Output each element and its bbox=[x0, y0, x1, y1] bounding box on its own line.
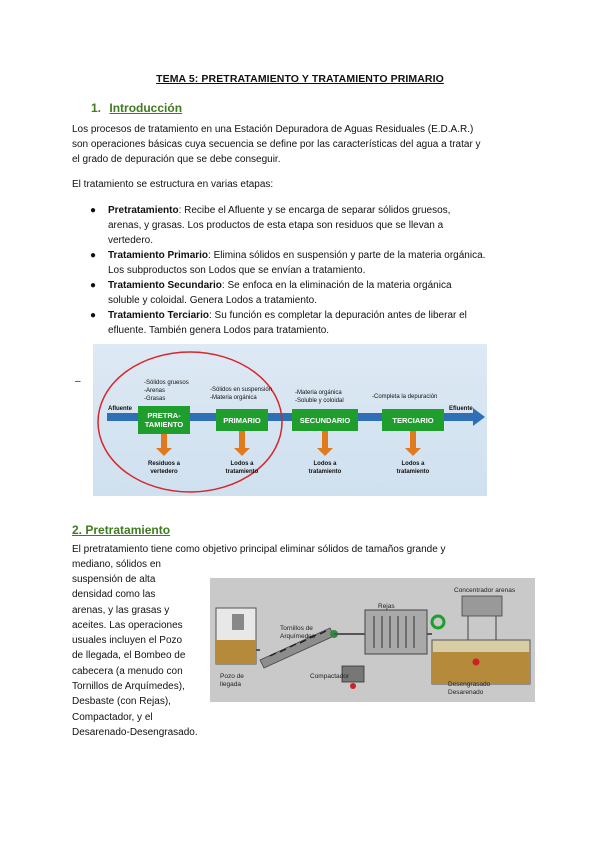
para-line: de llegada, el Bombeo de bbox=[72, 650, 186, 662]
stage-text: arenas, y grasas. Los productos de esta etapa son residuos que se llevan a bbox=[108, 220, 444, 231]
para-line: aceites. Las operaciones bbox=[72, 619, 183, 631]
section-1-number: 1. bbox=[91, 101, 102, 115]
top-note: -Sólidos gruesos bbox=[144, 380, 189, 386]
box-label: TAMIENTO bbox=[144, 420, 184, 429]
down-arrow bbox=[317, 431, 333, 456]
stage-text: soluble y coloidal. Genera Lodos a tratamiento. bbox=[108, 295, 318, 306]
top-note: -Materia orgánica bbox=[210, 395, 257, 401]
list-item bbox=[90, 203, 530, 248]
stage-term: Tratamiento Terciario bbox=[108, 310, 209, 321]
para-line: mediano, sólidos en bbox=[72, 559, 161, 570]
list-item bbox=[90, 308, 530, 338]
intro-paragraph bbox=[72, 122, 532, 167]
section-2-title: 2. Pretratamiento bbox=[72, 523, 171, 537]
para-line: arenas, y las grasas y bbox=[72, 604, 170, 616]
afluente-label: Afluente bbox=[108, 406, 132, 412]
top-note: -Completa la depuración bbox=[372, 394, 438, 400]
para-line: Desarenado-Desengrasado. bbox=[72, 726, 198, 738]
bullet-icon: ● bbox=[90, 250, 97, 261]
top-note: -Materia orgánica bbox=[295, 390, 342, 396]
page-title: TEMA 5: PRETRATAMIENTO Y TRATAMIENTO PRIMARIO bbox=[156, 73, 444, 85]
para-line: cabecera (a menudo con bbox=[72, 665, 183, 677]
para-line: El pretratamiento tiene como objetivo principal eliminar sólidos de tamaños grande y bbox=[72, 544, 446, 555]
bottom-note: tratamiento bbox=[225, 469, 259, 475]
list-item bbox=[90, 278, 530, 308]
plant-svg bbox=[210, 578, 535, 702]
plant-label: Desengrasado bbox=[448, 681, 491, 688]
box-label: TERCIARIO bbox=[392, 416, 434, 425]
plant-label: Desarenado bbox=[448, 689, 484, 696]
dash-marker: – bbox=[75, 376, 81, 387]
desengrasador-motor bbox=[473, 659, 480, 666]
bullet-icon: ● bbox=[90, 310, 97, 321]
para-line: usuales incluyen el Pozo bbox=[72, 635, 183, 647]
efluente-label: Efluente bbox=[449, 406, 473, 412]
down-arrow bbox=[234, 431, 250, 456]
stage-text: efluente. También genera Lodos para tratamiento. bbox=[108, 325, 330, 336]
stage-text: : Elimina sólidos en suspensión y parte de la materia orgánica. bbox=[208, 250, 486, 261]
box-label: SECUNDARIO bbox=[299, 416, 351, 425]
bullet-icon: ● bbox=[90, 205, 97, 216]
concentrador-unit bbox=[462, 596, 502, 616]
process-flow-diagram bbox=[93, 344, 487, 496]
bullet-icon: ● bbox=[90, 280, 97, 291]
intro-line: el grado de depuración que se debe conseguir. bbox=[72, 154, 281, 165]
box-label: PRIMARIO bbox=[223, 416, 261, 425]
stage-text: : Se enfoca en la eliminación de la materia orgánica bbox=[221, 280, 452, 291]
top-note: -Soluble y coloidal bbox=[295, 398, 344, 404]
bottom-note: vertedero bbox=[150, 469, 178, 475]
stage-text: : Su función es completar la depuración antes de liberar el bbox=[208, 310, 467, 321]
stage-term: Tratamiento Primario bbox=[108, 250, 209, 261]
bottom-note: Lodos a bbox=[313, 461, 337, 467]
plant-label: Pozo de bbox=[220, 673, 244, 680]
top-note: -Arenas bbox=[144, 388, 166, 394]
para-line: suspensión de alta bbox=[72, 574, 156, 585]
pretreatment-paragraph bbox=[72, 542, 492, 572]
box-label: PRETRA- bbox=[147, 411, 181, 420]
section-1-heading bbox=[91, 101, 182, 115]
bottom-note: Lodos a bbox=[401, 461, 425, 467]
stages-intro: El tratamiento se estructura en varias etapas: bbox=[72, 179, 274, 190]
down-arrow bbox=[156, 434, 172, 456]
plant-label: Tornillos de bbox=[280, 625, 313, 632]
pretreatment-wrap-paragraph bbox=[72, 572, 210, 740]
top-note: -Sólidos en suspensión bbox=[210, 387, 273, 393]
pozo-pump bbox=[232, 614, 244, 630]
para-line: Tornillos de Arquímedes), bbox=[72, 681, 185, 693]
stage-term: Pretratamiento bbox=[108, 205, 179, 216]
plant-label: Rejas bbox=[378, 603, 395, 610]
intro-line: son operaciones básicas cuya secuencia se define por las características del agua a tratar y bbox=[72, 139, 481, 150]
main-flow-arrowhead bbox=[473, 408, 485, 426]
stage-text: : Recibe el Afluente y se encarga de separar sólidos gruesos, bbox=[178, 205, 451, 216]
down-arrow bbox=[405, 431, 421, 456]
bottom-note: tratamiento bbox=[396, 469, 430, 475]
para-line: densidad como las bbox=[72, 589, 156, 601]
plant-label: Arquímedes bbox=[280, 633, 316, 640]
para-line: Desbaste (con Rejas), bbox=[72, 696, 171, 708]
pretreatment-plant-illustration bbox=[210, 578, 535, 702]
plant-label: Concentrador arenas bbox=[454, 587, 516, 594]
bottom-note: Lodos a bbox=[230, 461, 254, 467]
plant-label: llegada bbox=[220, 681, 241, 688]
stage-term: Tratamiento Secundario bbox=[108, 280, 222, 291]
bottom-note: Residuos a bbox=[147, 461, 181, 467]
pozo-water bbox=[216, 640, 256, 664]
top-note: -Grasas bbox=[144, 396, 166, 402]
stage-text: Los subproductos son Lodos que se envían a tratamiento. bbox=[108, 265, 366, 276]
para-line: Compactador, y el bbox=[72, 711, 153, 723]
desengrasador-water bbox=[432, 652, 530, 684]
intro-line: Los procesos de tratamiento en una Estación Depuradora de Aguas Residuales (E.D.A.R.) bbox=[72, 124, 474, 135]
bottom-note: tratamiento bbox=[308, 469, 342, 475]
section-2-heading bbox=[72, 523, 170, 537]
plant-label: Compactador bbox=[310, 673, 350, 680]
stages-list bbox=[90, 203, 530, 338]
stage-text: vertedero. bbox=[108, 235, 154, 246]
process-flow-svg bbox=[93, 344, 487, 496]
section-1-title: Introducción bbox=[109, 101, 183, 115]
list-item bbox=[90, 248, 530, 278]
compactador-motor bbox=[350, 683, 356, 689]
